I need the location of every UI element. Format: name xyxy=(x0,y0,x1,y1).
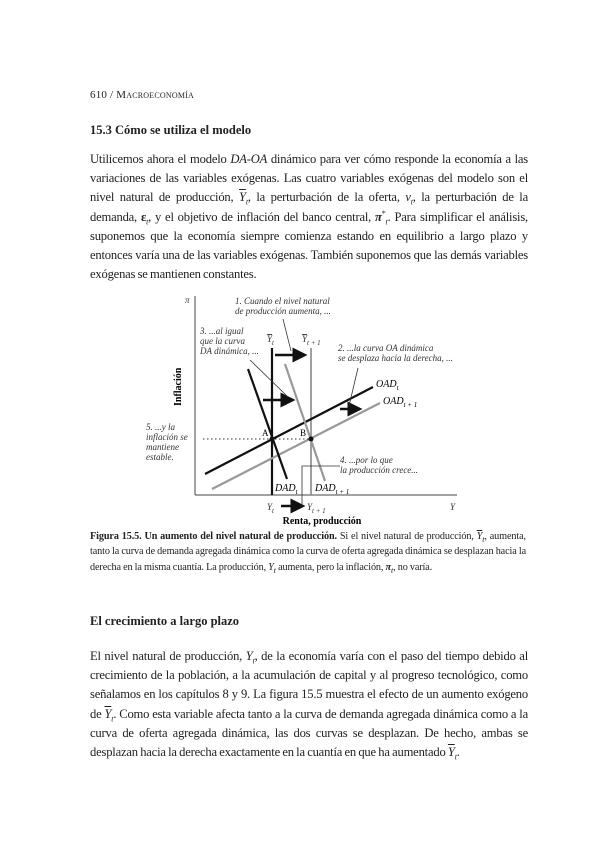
text: dinámico para ver cómo responde la economía a las variaciones de las variables exógenas. Las cuatro variables exógenas del modelo son el nivel natural de producción, xyxy=(90,152,528,205)
symbol-pi: π xyxy=(385,561,391,573)
superscript: * xyxy=(381,208,386,218)
text: El nivel natural de producción, xyxy=(90,649,246,663)
section2-title: El crecimiento a largo plazo xyxy=(90,614,240,628)
y-t-label: $Y_t$ xyxy=(267,502,274,515)
model-name: DA-OA xyxy=(230,152,268,166)
text: , la perturbación de la oferta, xyxy=(247,190,406,205)
point-b-marker xyxy=(309,437,314,442)
note1-pointer xyxy=(283,319,291,351)
subscript: t xyxy=(273,565,276,575)
symbol-epsilon: ε xyxy=(140,209,147,224)
text: aumenta, pero la inflación, xyxy=(275,561,386,573)
text: . Como esta variable afecta tanto a la curva de demanda agregada dinámica como a la curva de oferta agregada dinámica, las dos curvas se desplazan. De hecho, ambas se desplazan hacia la derecha exactamente en la cuantía en que ha aumentado xyxy=(90,706,528,760)
symbol-ybar: $\overline{Y}$ xyxy=(476,531,483,542)
point-a-marker xyxy=(270,437,275,442)
text: , de la economía varía con el paso del tiempo debido al crecimiento de la población, a la acumulación de capital y al progreso tecnológico, como señalamos en los capítulos 8 y 9. La figura 15.5 muestra el efecto de un aumento exógeno de xyxy=(90,649,528,721)
page-number: 610 / xyxy=(90,89,114,101)
text: , la perturbación de la demanda, xyxy=(90,190,528,224)
text: Si el nivel natural de producción, xyxy=(336,531,477,542)
text: . xyxy=(456,745,460,760)
subscript: t xyxy=(245,197,248,207)
text: , no varía. xyxy=(393,561,433,573)
text: . Para simplificar el análisis, suponemos que la economía siempre comienza estando en equilibrio a largo plazo y entonces varía una de las variables exógenas. También suponemos que las demás variables exógenas se mantienen constantes. xyxy=(90,209,528,282)
symbol-y: Y xyxy=(245,649,253,663)
dad-t-curve xyxy=(248,369,287,479)
subscript: t xyxy=(252,656,255,666)
y-t1-label: $Y_{t + 1}$ xyxy=(307,502,326,515)
note-4: 4. ...por lo que la producción crece... xyxy=(340,455,419,475)
text: Utilicemos ahora el modelo xyxy=(90,152,231,166)
dad-t1-label: $DAD_{t + 1}$ xyxy=(315,483,350,496)
text: , y el objetivo de inflación del banco central, xyxy=(148,209,376,224)
text: , aumenta, tanto la curva de demanda agregada dinámica como la curva de oferta agregada dinámica se desplazan hacia la derecha en la misma cuantía. La producción, xyxy=(90,531,526,573)
ybar-t1-label: $Y_{t + 1}$ xyxy=(302,334,321,347)
x-axis-symbol: Y xyxy=(450,502,456,512)
symbol-ybar: $\overline{Y}$ xyxy=(239,190,246,205)
note-5: 5. ...y la inflación se mantiene estable. xyxy=(146,422,188,462)
subscript: t xyxy=(391,565,394,575)
subscript: t xyxy=(385,217,388,227)
book-title: Macroeconomía xyxy=(116,89,194,101)
symbol-v: v xyxy=(405,190,411,205)
dad-t1-curve xyxy=(285,364,325,481)
symbol-ybar: $\overline{Y}$ xyxy=(447,745,455,760)
subscript: t xyxy=(454,752,457,762)
figure-caption xyxy=(90,529,526,575)
section-title: 15.3 Cómo se utiliza el modelo xyxy=(90,123,252,137)
paragraph-2 xyxy=(90,647,528,762)
symbol-y: Y xyxy=(268,561,274,573)
oad-t1-label: $OAD_{t + 1}$ xyxy=(383,396,418,409)
symbol-pi: π xyxy=(375,209,382,224)
subscript: t xyxy=(111,714,114,724)
point-b-label: B xyxy=(300,428,307,438)
y-axis-symbol: π xyxy=(185,295,190,305)
x-axis-title: Renta, producción xyxy=(282,516,362,527)
figure-15-5-diagram xyxy=(0,6,615,536)
note-1: 1. Cuando el nivel natural de producción aumenta, ... xyxy=(235,296,331,316)
oad-t1-curve xyxy=(212,403,380,489)
note2-pointer xyxy=(349,368,358,406)
subscript: t xyxy=(410,197,413,207)
point-a-label: A xyxy=(262,428,269,438)
dad-t-label: $DAD_t$ xyxy=(275,483,298,496)
oad-t-label: $OAD_t$ xyxy=(376,379,399,392)
caption-label: Figura 15.5. Un aumento del nivel natural de producción. xyxy=(90,531,337,542)
subscript: t xyxy=(482,535,485,545)
note-2: 2. ...la curva OA dinámica se desplaza hacia la derecha, ... xyxy=(338,343,453,363)
note-3: 3. ...al igual que la curva DA dinámica, ... xyxy=(200,326,259,356)
symbol-ybar: $\overline{Y}$ xyxy=(104,706,112,721)
subscript: t xyxy=(146,217,149,227)
ybar-t-label: $Y_t$ xyxy=(267,334,274,347)
y-axis-title: Inflación xyxy=(173,367,184,406)
